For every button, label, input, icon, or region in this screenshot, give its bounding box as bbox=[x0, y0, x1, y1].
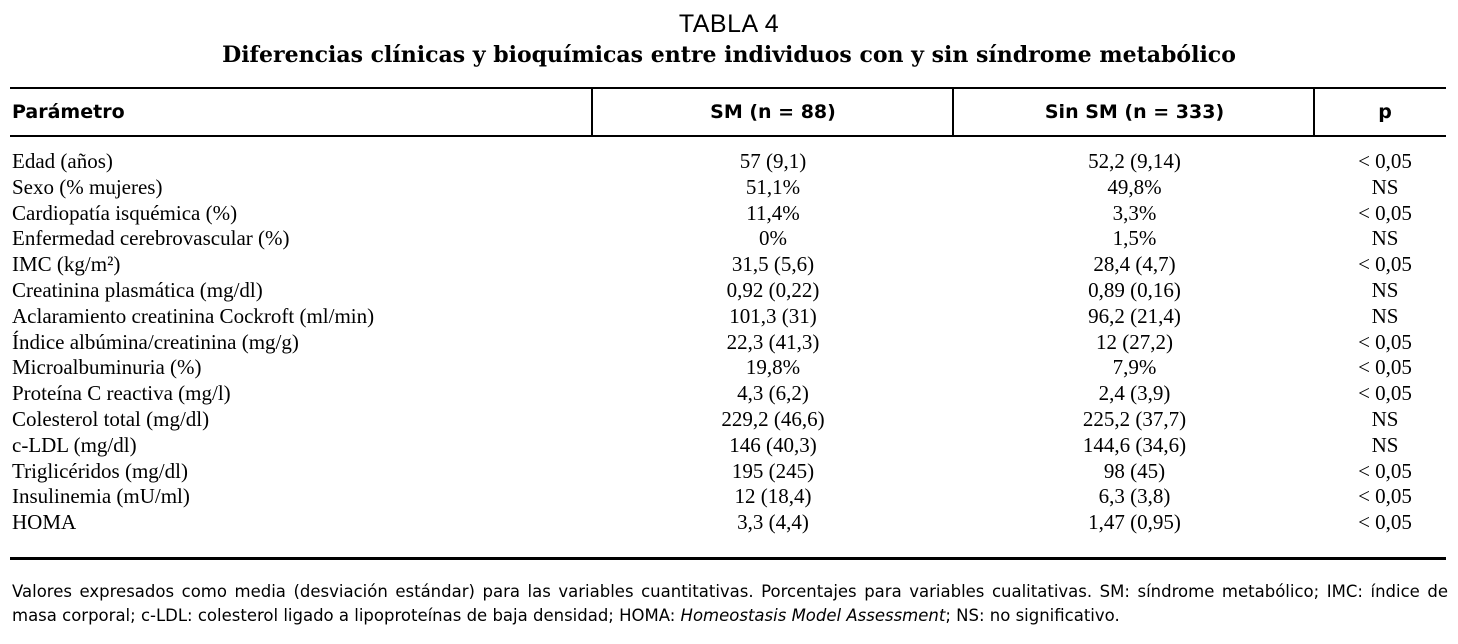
cell-sin-sm: 96,2 (21,4) bbox=[1088, 303, 1181, 328]
cell-param: c-LDL (mg/dl) bbox=[12, 432, 137, 457]
table-body bbox=[0, 148, 1458, 535]
cell-sin-sm: 1,47 (0,95) bbox=[1088, 510, 1181, 535]
cell-p: < 0,05 bbox=[1358, 381, 1412, 406]
cell-p: NS bbox=[1371, 303, 1399, 328]
header-p: p bbox=[1378, 101, 1392, 123]
cell-sm: 101,3 (31) bbox=[729, 303, 817, 328]
column-divider-2 bbox=[952, 89, 954, 135]
cell-p: < 0,05 bbox=[1358, 200, 1412, 225]
cell-param: Enfermedad cerebrovascular (%) bbox=[12, 226, 290, 251]
table-row bbox=[0, 329, 1458, 355]
cell-sm: 3,3 (4,4) bbox=[737, 510, 809, 535]
cell-sm: 22,3 (41,3) bbox=[726, 329, 820, 354]
cell-p: < 0,05 bbox=[1358, 252, 1412, 277]
table-footnote bbox=[12, 580, 1448, 628]
cell-sin-sm: 6,3 (3,8) bbox=[1098, 484, 1171, 509]
header-rule bbox=[10, 135, 1446, 137]
cell-p: < 0,05 bbox=[1358, 484, 1412, 509]
cell-p: < 0,05 bbox=[1358, 458, 1412, 483]
cell-param: Insulinemia (mU/ml) bbox=[12, 484, 190, 509]
cell-param: Cardiopatía isquémica (%) bbox=[12, 200, 238, 225]
cell-param: Índice albúmina/creatinina (mg/g) bbox=[12, 329, 299, 354]
table-row bbox=[0, 200, 1458, 226]
bottom-rule bbox=[10, 557, 1446, 560]
cell-sm: 57 (9,1) bbox=[739, 149, 807, 173]
table-row bbox=[0, 406, 1458, 432]
cell-param: Microalbuminuria (%) bbox=[12, 355, 202, 380]
cell-p: < 0,05 bbox=[1358, 510, 1412, 535]
cell-sin-sm: 225,2 (37,7) bbox=[1082, 406, 1187, 431]
cell-sm: 146 (40,3) bbox=[729, 432, 817, 457]
cell-p: < 0,05 bbox=[1358, 329, 1412, 354]
footnote-italic-term: Homeostasis Model Assessment bbox=[680, 606, 946, 625]
cell-param: Colesterol total (mg/dl) bbox=[12, 406, 210, 431]
cell-sm: 11,4% bbox=[746, 200, 800, 225]
cell-sin-sm: 144,6 (34,6) bbox=[1082, 432, 1187, 457]
cell-param: IMC (kg/m²) bbox=[12, 252, 121, 277]
table-row bbox=[0, 303, 1458, 329]
cell-param: Triglicéridos (mg/dl) bbox=[12, 458, 188, 483]
cell-sm: 12 (18,4) bbox=[734, 484, 812, 509]
cell-param: Aclaramiento creatinina Cockroft (ml/min) bbox=[12, 303, 375, 328]
cell-p: NS bbox=[1371, 174, 1399, 199]
table-row bbox=[0, 458, 1458, 484]
table-row bbox=[0, 251, 1458, 277]
cell-sin-sm: 3,3% bbox=[1112, 200, 1157, 225]
table-caption-label: TABLA 4 bbox=[678, 10, 780, 38]
table-row bbox=[0, 277, 1458, 303]
table-row bbox=[0, 483, 1458, 509]
header-sin-sm: Sin SM (n = 333) bbox=[1044, 101, 1225, 123]
cell-p: NS bbox=[1371, 406, 1399, 431]
header-sm: SM (n = 88) bbox=[710, 101, 836, 123]
table-row bbox=[0, 174, 1458, 200]
cell-sm: 19,8% bbox=[745, 355, 801, 380]
cell-p: NS bbox=[1371, 226, 1399, 251]
cell-param: Proteína C reactiva (mg/l) bbox=[12, 381, 231, 406]
top-rule bbox=[10, 87, 1446, 89]
table-row bbox=[0, 354, 1458, 380]
cell-sm: 195 (245) bbox=[731, 458, 815, 483]
cell-p: < 0,05 bbox=[1358, 149, 1412, 173]
cell-sm: 229,2 (46,6) bbox=[721, 406, 825, 431]
cell-param: Sexo (% mujeres) bbox=[12, 174, 163, 199]
column-divider-1 bbox=[591, 89, 593, 135]
table-row bbox=[0, 432, 1458, 458]
cell-sin-sm: 98 (45) bbox=[1103, 458, 1166, 483]
table-row bbox=[0, 225, 1458, 251]
cell-sin-sm: 52,2 (9,14) bbox=[1088, 149, 1181, 173]
cell-sm: 4,3 (6,2) bbox=[737, 381, 809, 406]
header-parametro: Parámetro bbox=[12, 101, 125, 123]
table-caption-title: Diferencias clínicas y bioquímicas entre individuos con y sin síndrome metabólico bbox=[222, 42, 1236, 68]
cell-p: NS bbox=[1371, 277, 1399, 302]
cell-sin-sm: 2,4 (3,9) bbox=[1098, 381, 1171, 406]
footnote-text: Valores expresados como media (desviación estándar) para las variables cuantitativas. Porcentajes para variables cualitativas. SM: síndrome metabólico; IMC: índice de masa corporal; c-LDL: colesterol ligado a lipoproteínas de baja densidad; HOMA: bbox=[12, 582, 1448, 625]
cell-sm: 31,5 (5,6) bbox=[731, 252, 815, 277]
cell-param: Edad (años) bbox=[12, 149, 113, 173]
cell-p: < 0,05 bbox=[1358, 355, 1412, 380]
cell-sin-sm: 12 (27,2) bbox=[1096, 329, 1173, 354]
cell-sm: 0,92 (0,22) bbox=[726, 277, 820, 302]
cell-param: Creatinina plasmática (mg/dl) bbox=[12, 277, 263, 302]
cell-param: HOMA bbox=[12, 510, 77, 535]
cell-sm: 0% bbox=[759, 226, 787, 251]
table-row bbox=[0, 148, 1458, 174]
footnote-text-end: ; NS: no significativo. bbox=[945, 606, 1120, 625]
table-row bbox=[0, 509, 1458, 535]
cell-sin-sm: 1,5% bbox=[1112, 226, 1157, 251]
cell-sin-sm: 28,4 (4,7) bbox=[1093, 252, 1176, 277]
cell-p: NS bbox=[1371, 432, 1399, 457]
cell-sin-sm: 0,89 (0,16) bbox=[1088, 277, 1181, 302]
cell-sin-sm: 7,9% bbox=[1112, 355, 1157, 380]
cell-sm: 51,1% bbox=[745, 174, 801, 199]
cell-sin-sm: 49,8% bbox=[1107, 174, 1162, 199]
table-row bbox=[0, 380, 1458, 406]
